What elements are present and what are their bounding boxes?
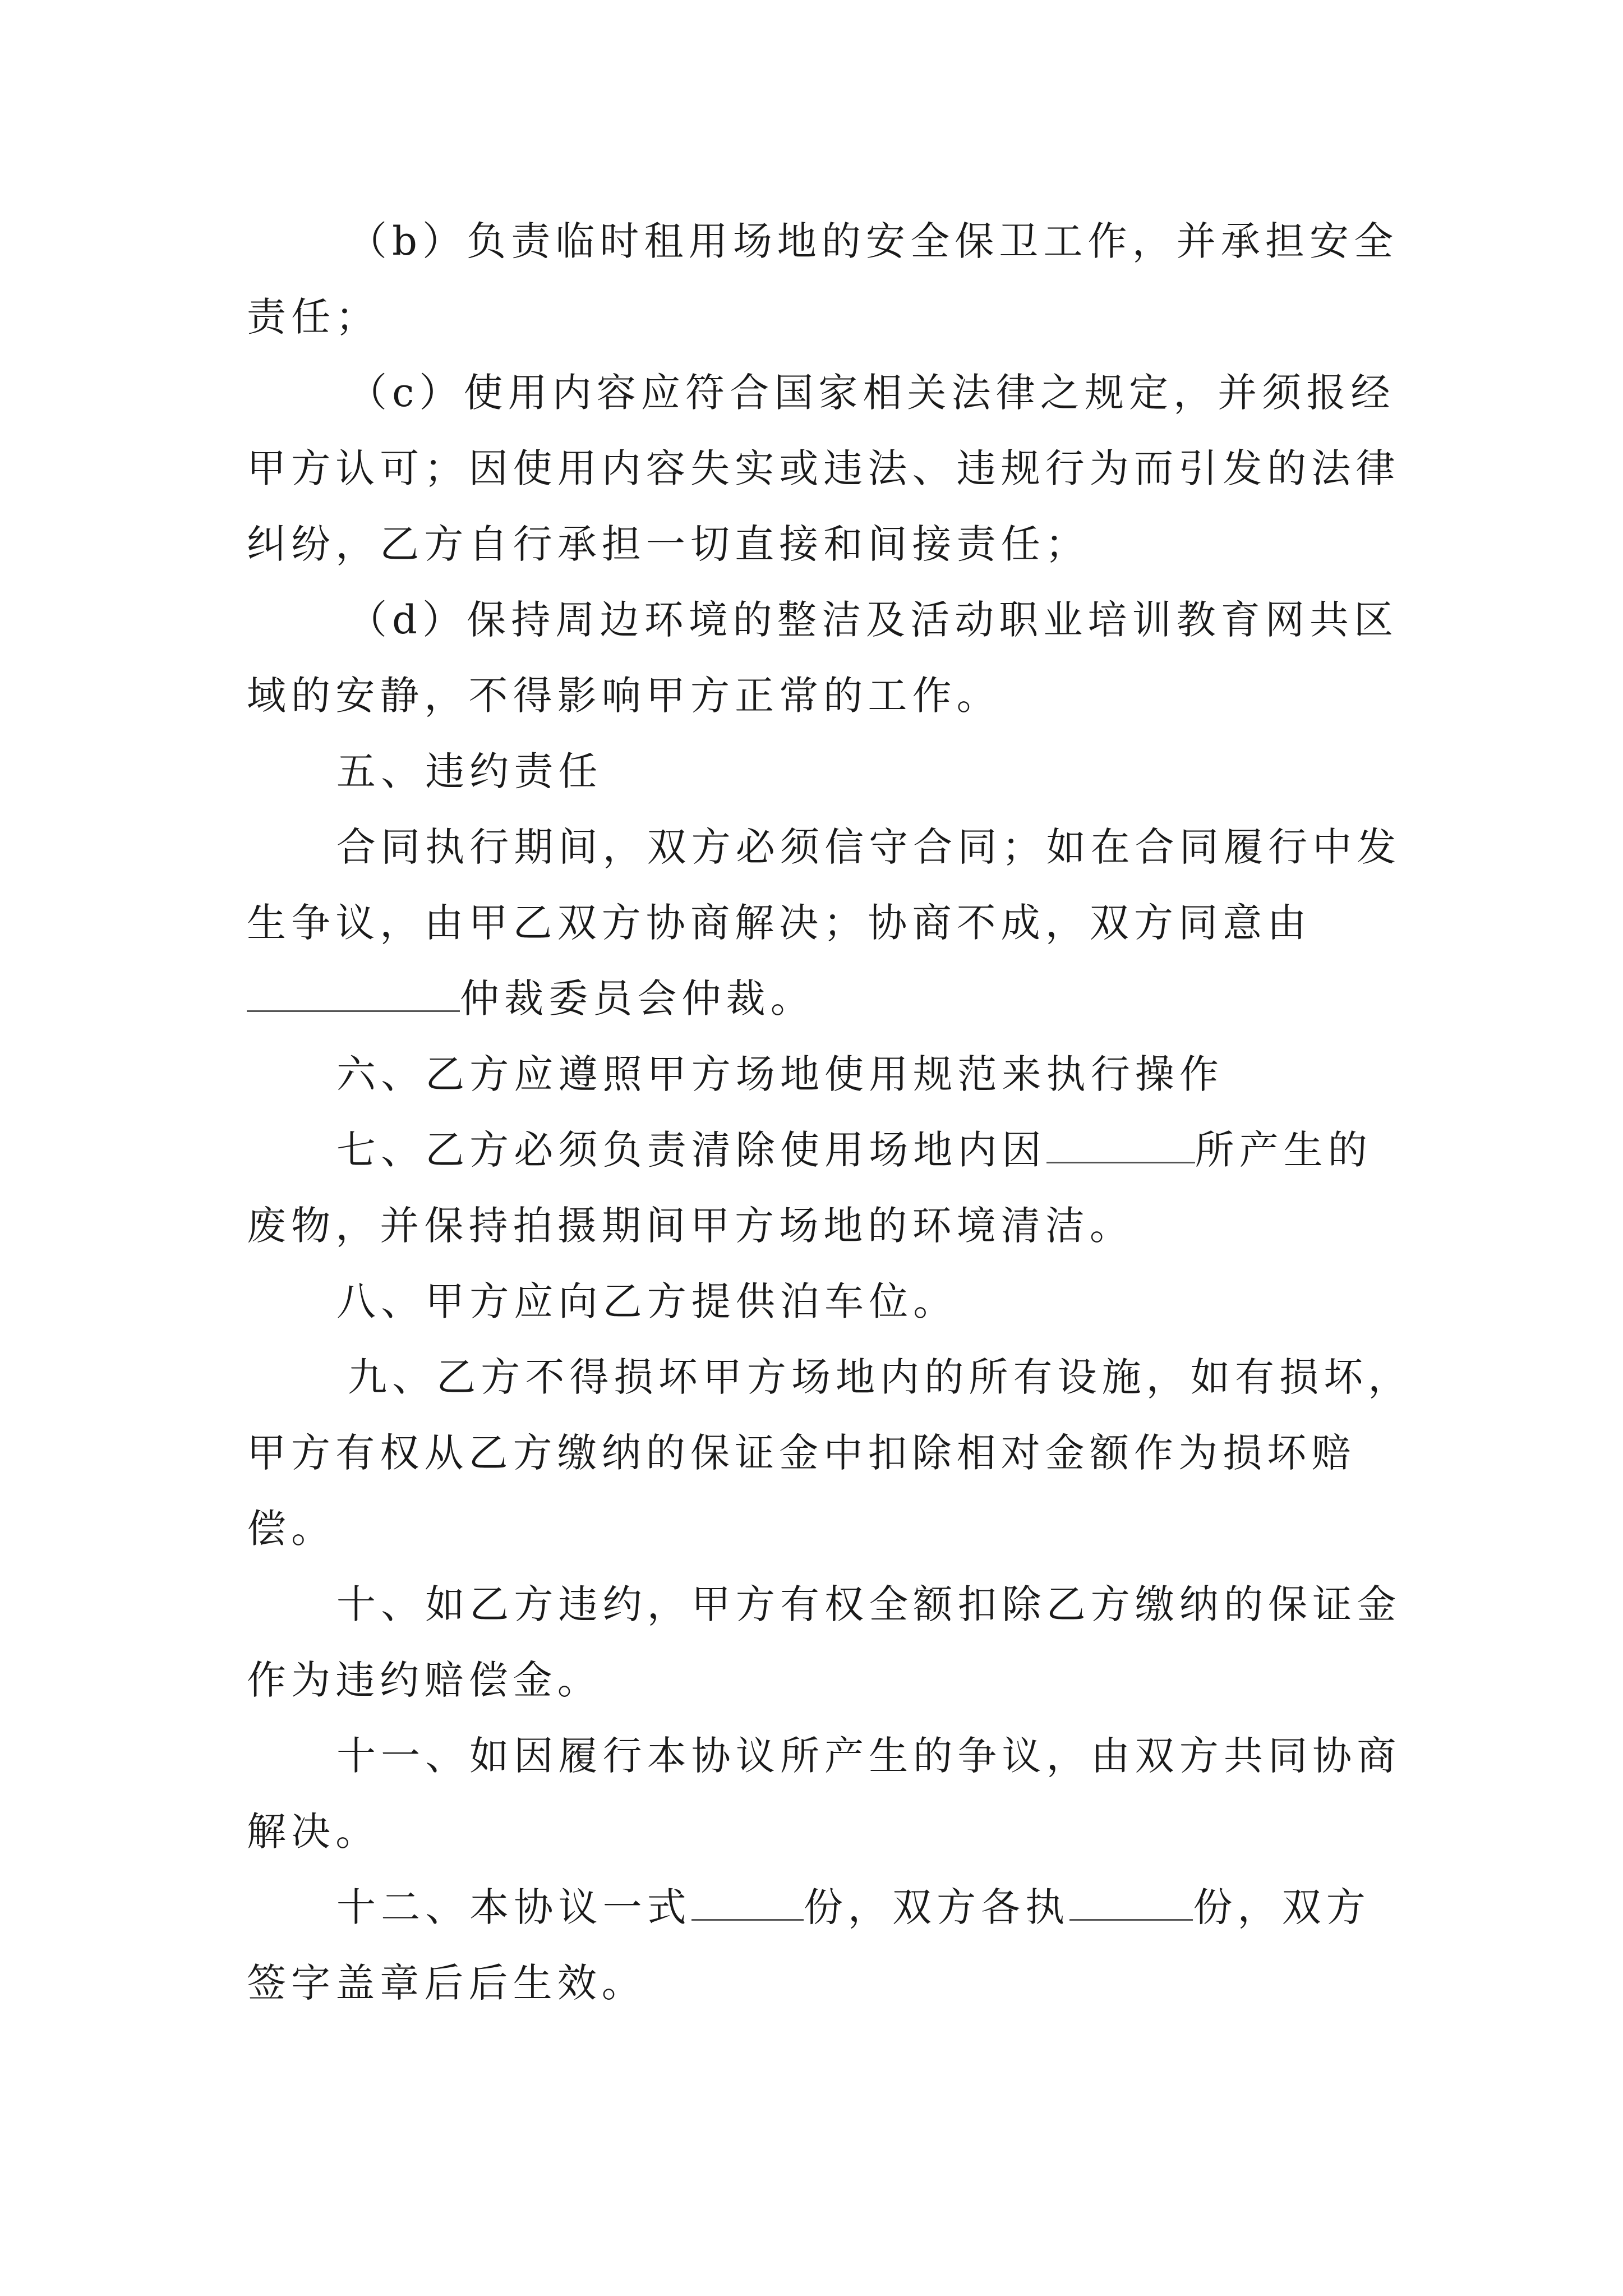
section-12-line-1	[336, 1882, 1371, 1932]
blank-arbitration-committee	[247, 976, 460, 1012]
section-12-line-1-text-b: 份，双方各执	[803, 1884, 1070, 1930]
section-5-line-3-text: 仲裁委员会仲裁。	[460, 976, 815, 1022]
section-7-line-1-text-b: 所产生的	[1195, 1127, 1373, 1173]
section-8-line: 八、甲方应向乙方提供泊车位。	[336, 1278, 958, 1324]
section-5-line-3	[247, 973, 815, 1024]
section-12-line-2: 签字盖章后后生效。	[247, 1960, 646, 2006]
clause-b-line-2: 责任；	[247, 294, 380, 340]
section-11-line-2: 解决。	[247, 1809, 380, 1855]
section-9-line-1: 九、乙方不得损坏甲方场地内的所有设施，如有损坏，	[348, 1354, 1413, 1400]
clause-c-line-3: 纠纷，乙方自行承担一切直接和间接责任；	[247, 521, 1090, 567]
section-5-heading: 五、违约责任	[336, 748, 603, 794]
section-10-line-2: 作为违约赔偿金。	[247, 1657, 602, 1703]
section-6-line: 六、乙方应遵照甲方场地使用规范来执行操作	[336, 1051, 1224, 1097]
section-9-line-3: 偿。	[247, 1506, 336, 1552]
section-5-line-2: 生争议，由甲乙双方协商解决；协商不成，双方同意由	[247, 900, 1312, 946]
section-12-line-1-text-c: 份，双方	[1193, 1884, 1371, 1930]
blank-copies-each	[1069, 1884, 1193, 1921]
section-7-line-1-text-a: 七、乙方必须负责清除使用场地内因	[336, 1127, 1046, 1173]
blank-waste-cause	[1046, 1127, 1195, 1163]
section-7-line-1	[336, 1125, 1372, 1175]
section-7-line-2: 废物，并保持拍摄期间甲方场地的环境清洁。	[247, 1203, 1134, 1249]
section-10-line-1: 十、如乙方违约，甲方有权全额扣除乙方缴纳的保证金	[336, 1581, 1401, 1627]
section-5-line-1: 合同执行期间，双方必须信守合同；如在合同履行中发	[336, 824, 1401, 870]
clause-d-line-2: 域的安静，不得影响甲方正常的工作。	[247, 673, 1001, 719]
section-9-line-2: 甲方有权从乙方缴纳的保证金中扣除相对金额作为损坏赔	[247, 1430, 1356, 1476]
section-12-line-1-text-a: 十二、本协议一式	[336, 1884, 691, 1930]
section-11-line-1: 十一、如因履行本协议所产生的争议，由双方共同协商	[336, 1733, 1401, 1779]
clause-c-line-1: （c）使用内容应符合国家相关法律之规定，并须报经	[348, 370, 1395, 416]
clause-b-line-1: （b）负责临时租用场地的安全保卫工作，并承担安全	[348, 218, 1399, 264]
clause-d-line-1: （d）保持周边环境的整洁及活动职业培训教育网共区	[348, 597, 1399, 643]
blank-copies-total	[691, 1884, 804, 1921]
clause-c-line-2: 甲方认可；因使用内容失实或违法、违规行为而引发的法律	[247, 445, 1400, 491]
